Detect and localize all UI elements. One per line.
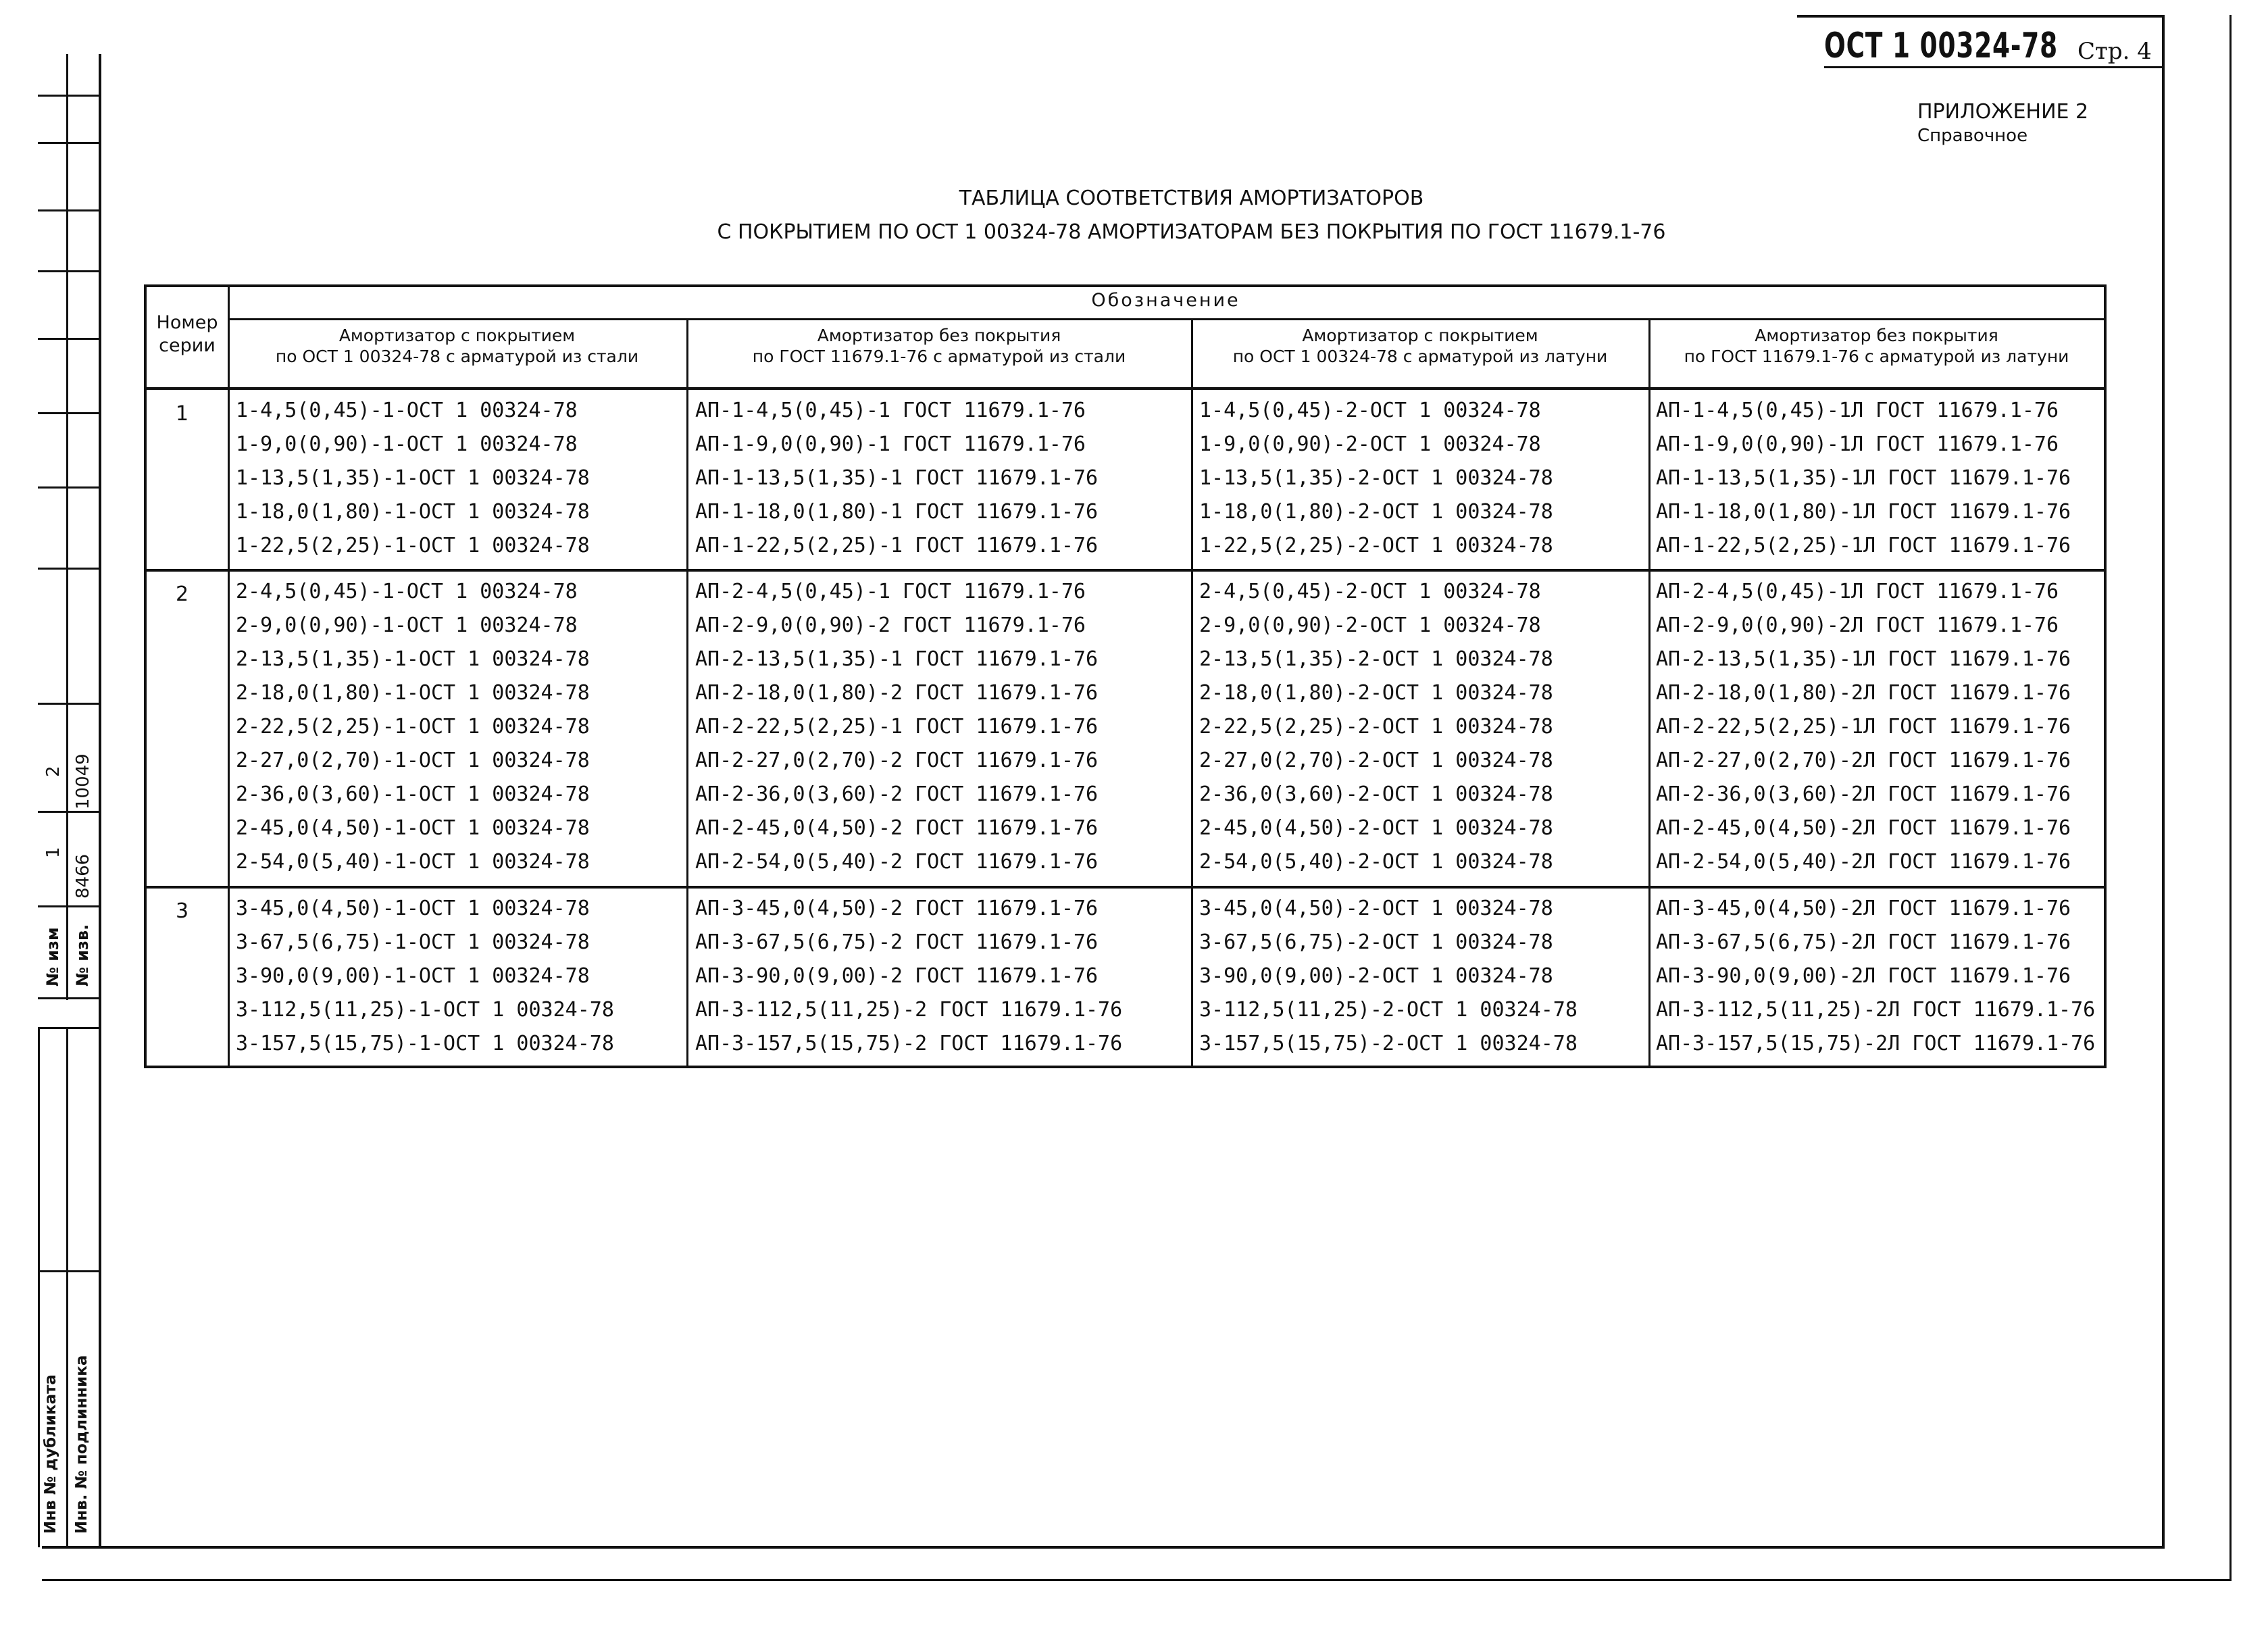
frame-left-line [99, 54, 101, 1549]
series-number-1: 1 [176, 402, 189, 426]
table-cell: АП-1-22,5(2,25)-1 ГОСТ 11679.1-76 [695, 534, 1099, 557]
table-cell: АП-3-67,5(6,75)-2Л ГОСТ 11679.1-76 [1656, 930, 2071, 954]
table-cell: АП-1-13,5(1,35)-1 ГОСТ 11679.1-76 [695, 466, 1099, 490]
table-cell: АП-2-18,0(1,80)-2 ГОСТ 11679.1-76 [695, 681, 1099, 705]
table-cell: АП-2-36,0(3,60)-2Л ГОСТ 11679.1-76 [1656, 782, 2071, 806]
table-cell: АП-2-22,5(2,25)-1 ГОСТ 11679.1-76 [695, 715, 1099, 739]
column-header-3: Амортизатор с покрытием по ОСТ 1 00324-78 с арматурой из латуни [1232, 326, 1608, 366]
table-cell: 3-157,5(15,75)-1-ОСТ 1 00324-78 [236, 1032, 614, 1055]
table-cell: 2-13,5(1,35)-2-ОСТ 1 00324-78 [1199, 647, 1553, 671]
table-cell: АП-2-36,0(3,60)-2 ГОСТ 11679.1-76 [695, 782, 1099, 806]
header-bottom-line [147, 387, 2104, 390]
series-number-3: 3 [176, 899, 189, 923]
table-cell: АП-3-45,0(4,50)-2Л ГОСТ 11679.1-76 [1656, 897, 2071, 920]
table-cell: АП-1-4,5(0,45)-1Л ГОСТ 11679.1-76 [1656, 399, 2059, 422]
stamp-row [38, 811, 99, 813]
table-cell: АП-3-45,0(4,50)-2 ГОСТ 11679.1-76 [695, 897, 1099, 920]
table-cell: АП-1-13,5(1,35)-1Л ГОСТ 11679.1-76 [1656, 466, 2071, 490]
table-cell: 1-18,0(1,80)-1-ОСТ 1 00324-78 [236, 500, 590, 524]
table-cell: 1-9,0(0,90)-1-ОСТ 1 00324-78 [236, 432, 578, 456]
stamp-row [38, 95, 99, 97]
col-sep-2 [686, 320, 688, 1066]
table-cell: АП-3-90,0(9,00)-2Л ГОСТ 11679.1-76 [1656, 964, 2071, 988]
cut-line [42, 1579, 2231, 1581]
appendix-type: Справочное [1917, 126, 2028, 146]
table-cell: 3-112,5(11,25)-2-ОСТ 1 00324-78 [1199, 998, 1578, 1022]
table-cell: АП-2-45,0(4,50)-2 ГОСТ 11679.1-76 [695, 816, 1099, 840]
frame-right-line [2162, 15, 2165, 1549]
table-cell: 3-67,5(6,75)-1-ОСТ 1 00324-78 [236, 930, 590, 954]
table-cell: АП-3-157,5(15,75)-2Л ГОСТ 11679.1-76 [1656, 1032, 2096, 1055]
stamp-notice-1: 8466 [73, 853, 93, 899]
appendix-label: ПРИЛОЖЕНИЕ 2 [1917, 100, 2089, 124]
stamp-notice-label: № изв. [73, 924, 92, 986]
stamp-row [38, 142, 99, 144]
table-cell: 2-18,0(1,80)-2-ОСТ 1 00324-78 [1199, 681, 1553, 705]
series-number-2: 2 [176, 582, 189, 606]
table-cell: АП-3-90,0(9,00)-2 ГОСТ 11679.1-76 [695, 964, 1099, 988]
table-cell: АП-1-4,5(0,45)-1 ГОСТ 11679.1-76 [695, 399, 1086, 422]
table-cell: 3-67,5(6,75)-2-ОСТ 1 00324-78 [1199, 930, 1553, 954]
table-cell: 2-45,0(4,50)-1-ОСТ 1 00324-78 [236, 816, 590, 840]
table-cell: 3-90,0(9,00)-2-ОСТ 1 00324-78 [1199, 964, 1553, 988]
table-cell: АП-2-54,0(5,40)-2Л ГОСТ 11679.1-76 [1656, 850, 2071, 874]
table-cell: 1-22,5(2,25)-2-ОСТ 1 00324-78 [1199, 534, 1553, 557]
table-cell: 2-9,0(0,90)-2-ОСТ 1 00324-78 [1199, 614, 1541, 637]
group2-bottom-line [147, 886, 2104, 889]
table-cell: 1-13,5(1,35)-1-ОСТ 1 00324-78 [236, 466, 590, 490]
table-cell: 3-112,5(11,25)-1-ОСТ 1 00324-78 [236, 998, 614, 1022]
table-cell: 1-9,0(0,90)-2-ОСТ 1 00324-78 [1199, 432, 1541, 456]
table-cell: АП-2-27,0(2,70)-2 ГОСТ 11679.1-76 [695, 749, 1099, 772]
column-header-4: Амортизатор без покрытия по ГОСТ 11679.1-76 с арматурой из латуни [1684, 326, 2069, 366]
stamp-row [38, 486, 99, 489]
series-header: Номер серии [156, 312, 218, 356]
table-cell: АП-2-18,0(1,80)-2Л ГОСТ 11679.1-76 [1656, 681, 2071, 705]
stamp-divider [66, 1027, 68, 1547]
column-header-2: Амортизатор без покрытия по ГОСТ 11679.1-76 с арматурой из стали [752, 326, 1126, 366]
frame-top-line [1797, 15, 2165, 18]
frame-bottom-line [42, 1546, 2165, 1549]
table-cell: 2-22,5(2,25)-2-ОСТ 1 00324-78 [1199, 715, 1553, 739]
table-cell: 1-4,5(0,45)-1-ОСТ 1 00324-78 [236, 399, 578, 422]
table-cell: 3-45,0(4,50)-1-ОСТ 1 00324-78 [236, 897, 590, 920]
col-sep-1 [228, 287, 230, 1066]
stamp-row [38, 905, 99, 907]
table-cell: 3-45,0(4,50)-2-ОСТ 1 00324-78 [1199, 897, 1553, 920]
table-cell: 2-18,0(1,80)-1-ОСТ 1 00324-78 [236, 681, 590, 705]
table-title-line2: С ПОКРЫТИЕМ ПО ОСТ 1 00324-78 АМОРТИЗАТОРАМ БЕЗ ПОКРЫТИЯ ПО ГОСТ 11679.1-76 [717, 220, 1666, 244]
table-cell: 2-13,5(1,35)-1-ОСТ 1 00324-78 [236, 647, 590, 671]
table-title-line1: ТАБЛИЦА СООТВЕТСТВИЯ АМОРТИЗАТОРОВ [959, 186, 1424, 210]
stamp-change-label: № изм [43, 927, 62, 986]
col-sep-3 [1191, 320, 1193, 1066]
stamp-row [38, 1027, 99, 1029]
table-cell: АП-1-18,0(1,80)-1Л ГОСТ 11679.1-76 [1656, 500, 2071, 524]
table-cell: 2-27,0(2,70)-1-ОСТ 1 00324-78 [236, 749, 590, 772]
table-cell: АП-2-9,0(0,90)-2 ГОСТ 11679.1-76 [695, 614, 1086, 637]
correspondence-table [144, 284, 2107, 1068]
table-cell: АП-2-4,5(0,45)-1 ГОСТ 11679.1-76 [695, 580, 1086, 603]
table-cell: 2-22,5(2,25)-1-ОСТ 1 00324-78 [236, 715, 590, 739]
table-cell: АП-3-112,5(11,25)-2Л ГОСТ 11679.1-76 [1656, 998, 2096, 1022]
table-cell: 3-157,5(15,75)-2-ОСТ 1 00324-78 [1199, 1032, 1578, 1055]
stamp-row [38, 568, 99, 570]
stamp-divider [66, 54, 68, 1000]
table-cell: 2-36,0(3,60)-2-ОСТ 1 00324-78 [1199, 782, 1553, 806]
group-header-line [228, 318, 2104, 320]
table-cell: 2-36,0(3,60)-1-ОСТ 1 00324-78 [236, 782, 590, 806]
table-cell: АП-3-157,5(15,75)-2 ГОСТ 11679.1-76 [695, 1032, 1123, 1055]
page-number: Стр. 4 [2077, 38, 2152, 65]
document-code: ОСТ 1 00324-78 [1824, 26, 2058, 66]
table-cell: 1-18,0(1,80)-2-ОСТ 1 00324-78 [1199, 500, 1553, 524]
table-cell: 2-4,5(0,45)-1-ОСТ 1 00324-78 [236, 580, 578, 603]
stamp-change-1: 1 [43, 847, 64, 858]
duplicate-inventory-label: Инв № дубликата [42, 1374, 59, 1534]
table-cell: АП-1-9,0(0,90)-1Л ГОСТ 11679.1-76 [1656, 432, 2059, 456]
column-header-1: Амортизатор с покрытием по ОСТ 1 00324-78 с арматурой из стали [275, 326, 639, 366]
header-underline [1824, 66, 2162, 68]
table-cell: АП-1-22,5(2,25)-1Л ГОСТ 11679.1-76 [1656, 534, 2071, 557]
table-cell: 2-54,0(5,40)-2-ОСТ 1 00324-78 [1199, 850, 1553, 874]
stamp-row [38, 412, 99, 414]
table-cell: 1-13,5(1,35)-2-ОСТ 1 00324-78 [1199, 466, 1553, 490]
table-cell: 3-90,0(9,00)-1-ОСТ 1 00324-78 [236, 964, 590, 988]
table-cell: 1-22,5(2,25)-1-ОСТ 1 00324-78 [236, 534, 590, 557]
table-cell: 2-4,5(0,45)-2-ОСТ 1 00324-78 [1199, 580, 1541, 603]
stamp-change-2: 2 [43, 766, 64, 777]
table-cell: АП-2-45,0(4,50)-2Л ГОСТ 11679.1-76 [1656, 816, 2071, 840]
table-cell: 1-4,5(0,45)-2-ОСТ 1 00324-78 [1199, 399, 1541, 422]
stamp-row [38, 997, 99, 999]
table-cell: АП-2-54,0(5,40)-2 ГОСТ 11679.1-76 [695, 850, 1099, 874]
table-cell: АП-3-67,5(6,75)-2 ГОСТ 11679.1-76 [695, 930, 1099, 954]
table-cell: АП-3-112,5(11,25)-2 ГОСТ 11679.1-76 [695, 998, 1123, 1022]
table-cell: АП-1-9,0(0,90)-1 ГОСТ 11679.1-76 [695, 432, 1086, 456]
designation-group-header: Обозначение [1091, 290, 1240, 311]
table-cell: АП-2-13,5(1,35)-1Л ГОСТ 11679.1-76 [1656, 647, 2071, 671]
stamp-border [38, 1027, 40, 1547]
table-cell: 2-27,0(2,70)-2-ОСТ 1 00324-78 [1199, 749, 1553, 772]
table-cell: 2-9,0(0,90)-1-ОСТ 1 00324-78 [236, 614, 578, 637]
cut-line-right [2229, 15, 2232, 1581]
table-cell: 2-45,0(4,50)-2-ОСТ 1 00324-78 [1199, 816, 1553, 840]
table-cell: АП-2-4,5(0,45)-1Л ГОСТ 11679.1-76 [1656, 580, 2059, 603]
stamp-row [38, 1270, 99, 1272]
stamp-notice-2: 10049 [73, 753, 93, 809]
table-cell: АП-2-27,0(2,70)-2Л ГОСТ 11679.1-76 [1656, 749, 2071, 772]
original-inventory-label: Инв. № подлинника [73, 1355, 91, 1534]
table-cell: АП-2-22,5(2,25)-1Л ГОСТ 11679.1-76 [1656, 715, 2071, 739]
table-cell: АП-2-13,5(1,35)-1 ГОСТ 11679.1-76 [695, 647, 1099, 671]
stamp-row [38, 703, 99, 705]
stamp-row [38, 270, 99, 272]
table-cell: 2-54,0(5,40)-1-ОСТ 1 00324-78 [236, 850, 590, 874]
table-cell: АП-2-9,0(0,90)-2Л ГОСТ 11679.1-76 [1656, 614, 2059, 637]
col-sep-4 [1648, 320, 1650, 1066]
table-cell: АП-1-18,0(1,80)-1 ГОСТ 11679.1-76 [695, 500, 1099, 524]
stamp-row [38, 209, 99, 211]
stamp-row [38, 338, 99, 340]
group1-bottom-line [147, 569, 2104, 572]
